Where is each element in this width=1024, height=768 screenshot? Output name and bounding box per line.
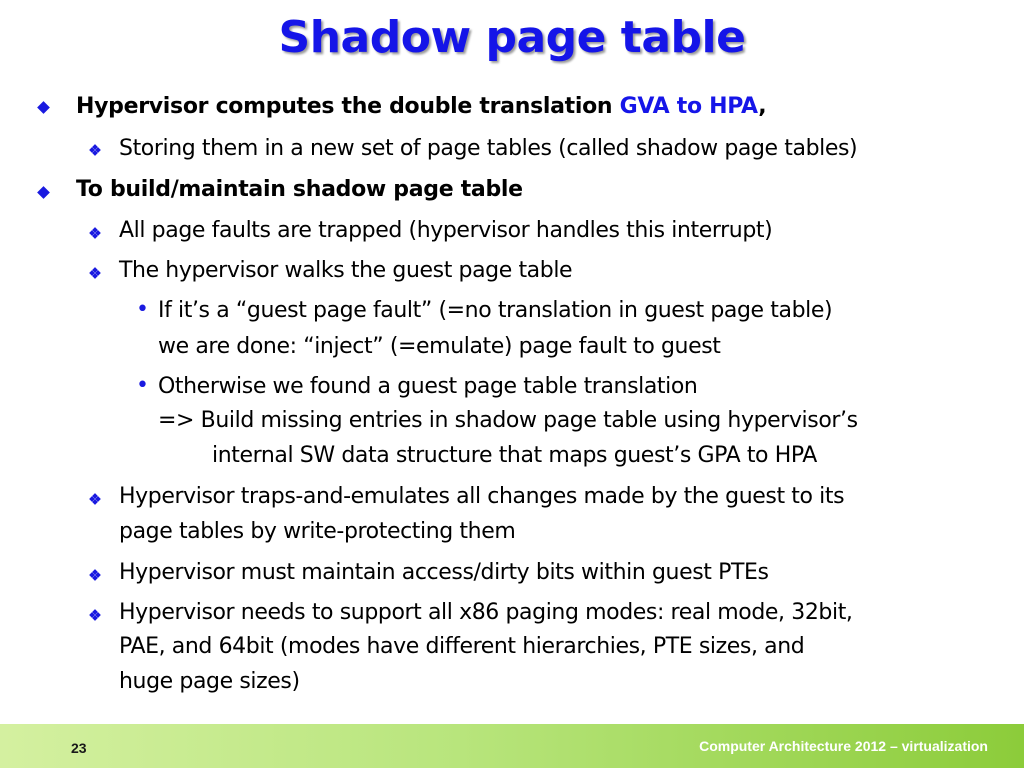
bullet-2: To build/maintain shadow page table (76, 177, 523, 202)
bullet-2-sub-2-b-line-1: Otherwise we found a guest page table translation (158, 374, 698, 399)
dot-bullet-icon: • (136, 297, 149, 322)
quad-diamond-bullet-icon (90, 228, 101, 239)
footer-bar (0, 724, 1024, 768)
quad-diamond-bullet-icon (90, 145, 101, 156)
bullet-2-sub-1: All page faults are trapped (hypervisor handles this interrupt) (119, 218, 773, 243)
bullet-2-sub-2-a-line-2: we are done: “inject” (=emulate) page fault to guest (158, 334, 721, 359)
bullet-2-sub-3-line-1: Hypervisor traps-and-emulates all changes made by the guest to its (119, 484, 845, 509)
dot-bullet-icon: • (136, 373, 149, 398)
quad-diamond-bullet-icon (90, 494, 101, 505)
bullet-1 (76, 94, 766, 119)
bullet-1-text: Hypervisor computes the double translation (76, 94, 620, 119)
bullet-2-sub-5-line-1: Hypervisor needs to support all x86 paging modes: real mode, 32bit, (119, 600, 853, 625)
quad-diamond-bullet-icon (90, 268, 101, 279)
quad-diamond-bullet-icon (90, 610, 101, 621)
bullet-2-sub-2-b-line-3: internal SW data structure that maps guest’s GPA to HPA (212, 443, 817, 468)
bullet-2-sub-5-line-3: huge page sizes) (119, 669, 300, 694)
bullet-2-sub-4: Hypervisor must maintain access/dirty bits within guest PTEs (119, 560, 769, 585)
bullet-2-sub-5-line-2: PAE, and 64bit (modes have different hierarchies, PTE sizes, and (119, 634, 805, 659)
quad-diamond-bullet-icon (90, 570, 101, 581)
gva-to-hpa-highlight: GVA to HPA (619, 94, 759, 119)
diamond-bullet-icon (37, 101, 50, 114)
bullet-2-sub-2-a-line-1: If it’s a “guest page fault” (=no translation in guest page table) (158, 298, 833, 323)
bullet-2-sub-2: The hypervisor walks the guest page table (119, 258, 573, 283)
bullet-1-sub-1: Storing them in a new set of page tables (called shadow page tables) (119, 136, 858, 161)
bullet-2-sub-2-b-line-2: => Build missing entries in shadow page table using hypervisor’s (158, 408, 858, 433)
page-number: 23 (71, 740, 87, 756)
bullet-2-sub-3-line-2: page tables by write-protecting them (119, 519, 516, 544)
bullet-1-suffix: , (758, 94, 767, 119)
slide-title: Shadow page table (278, 12, 746, 63)
footer-course-title: Computer Architecture 2012 – virtualization (699, 738, 988, 754)
diamond-bullet-icon (37, 186, 50, 199)
